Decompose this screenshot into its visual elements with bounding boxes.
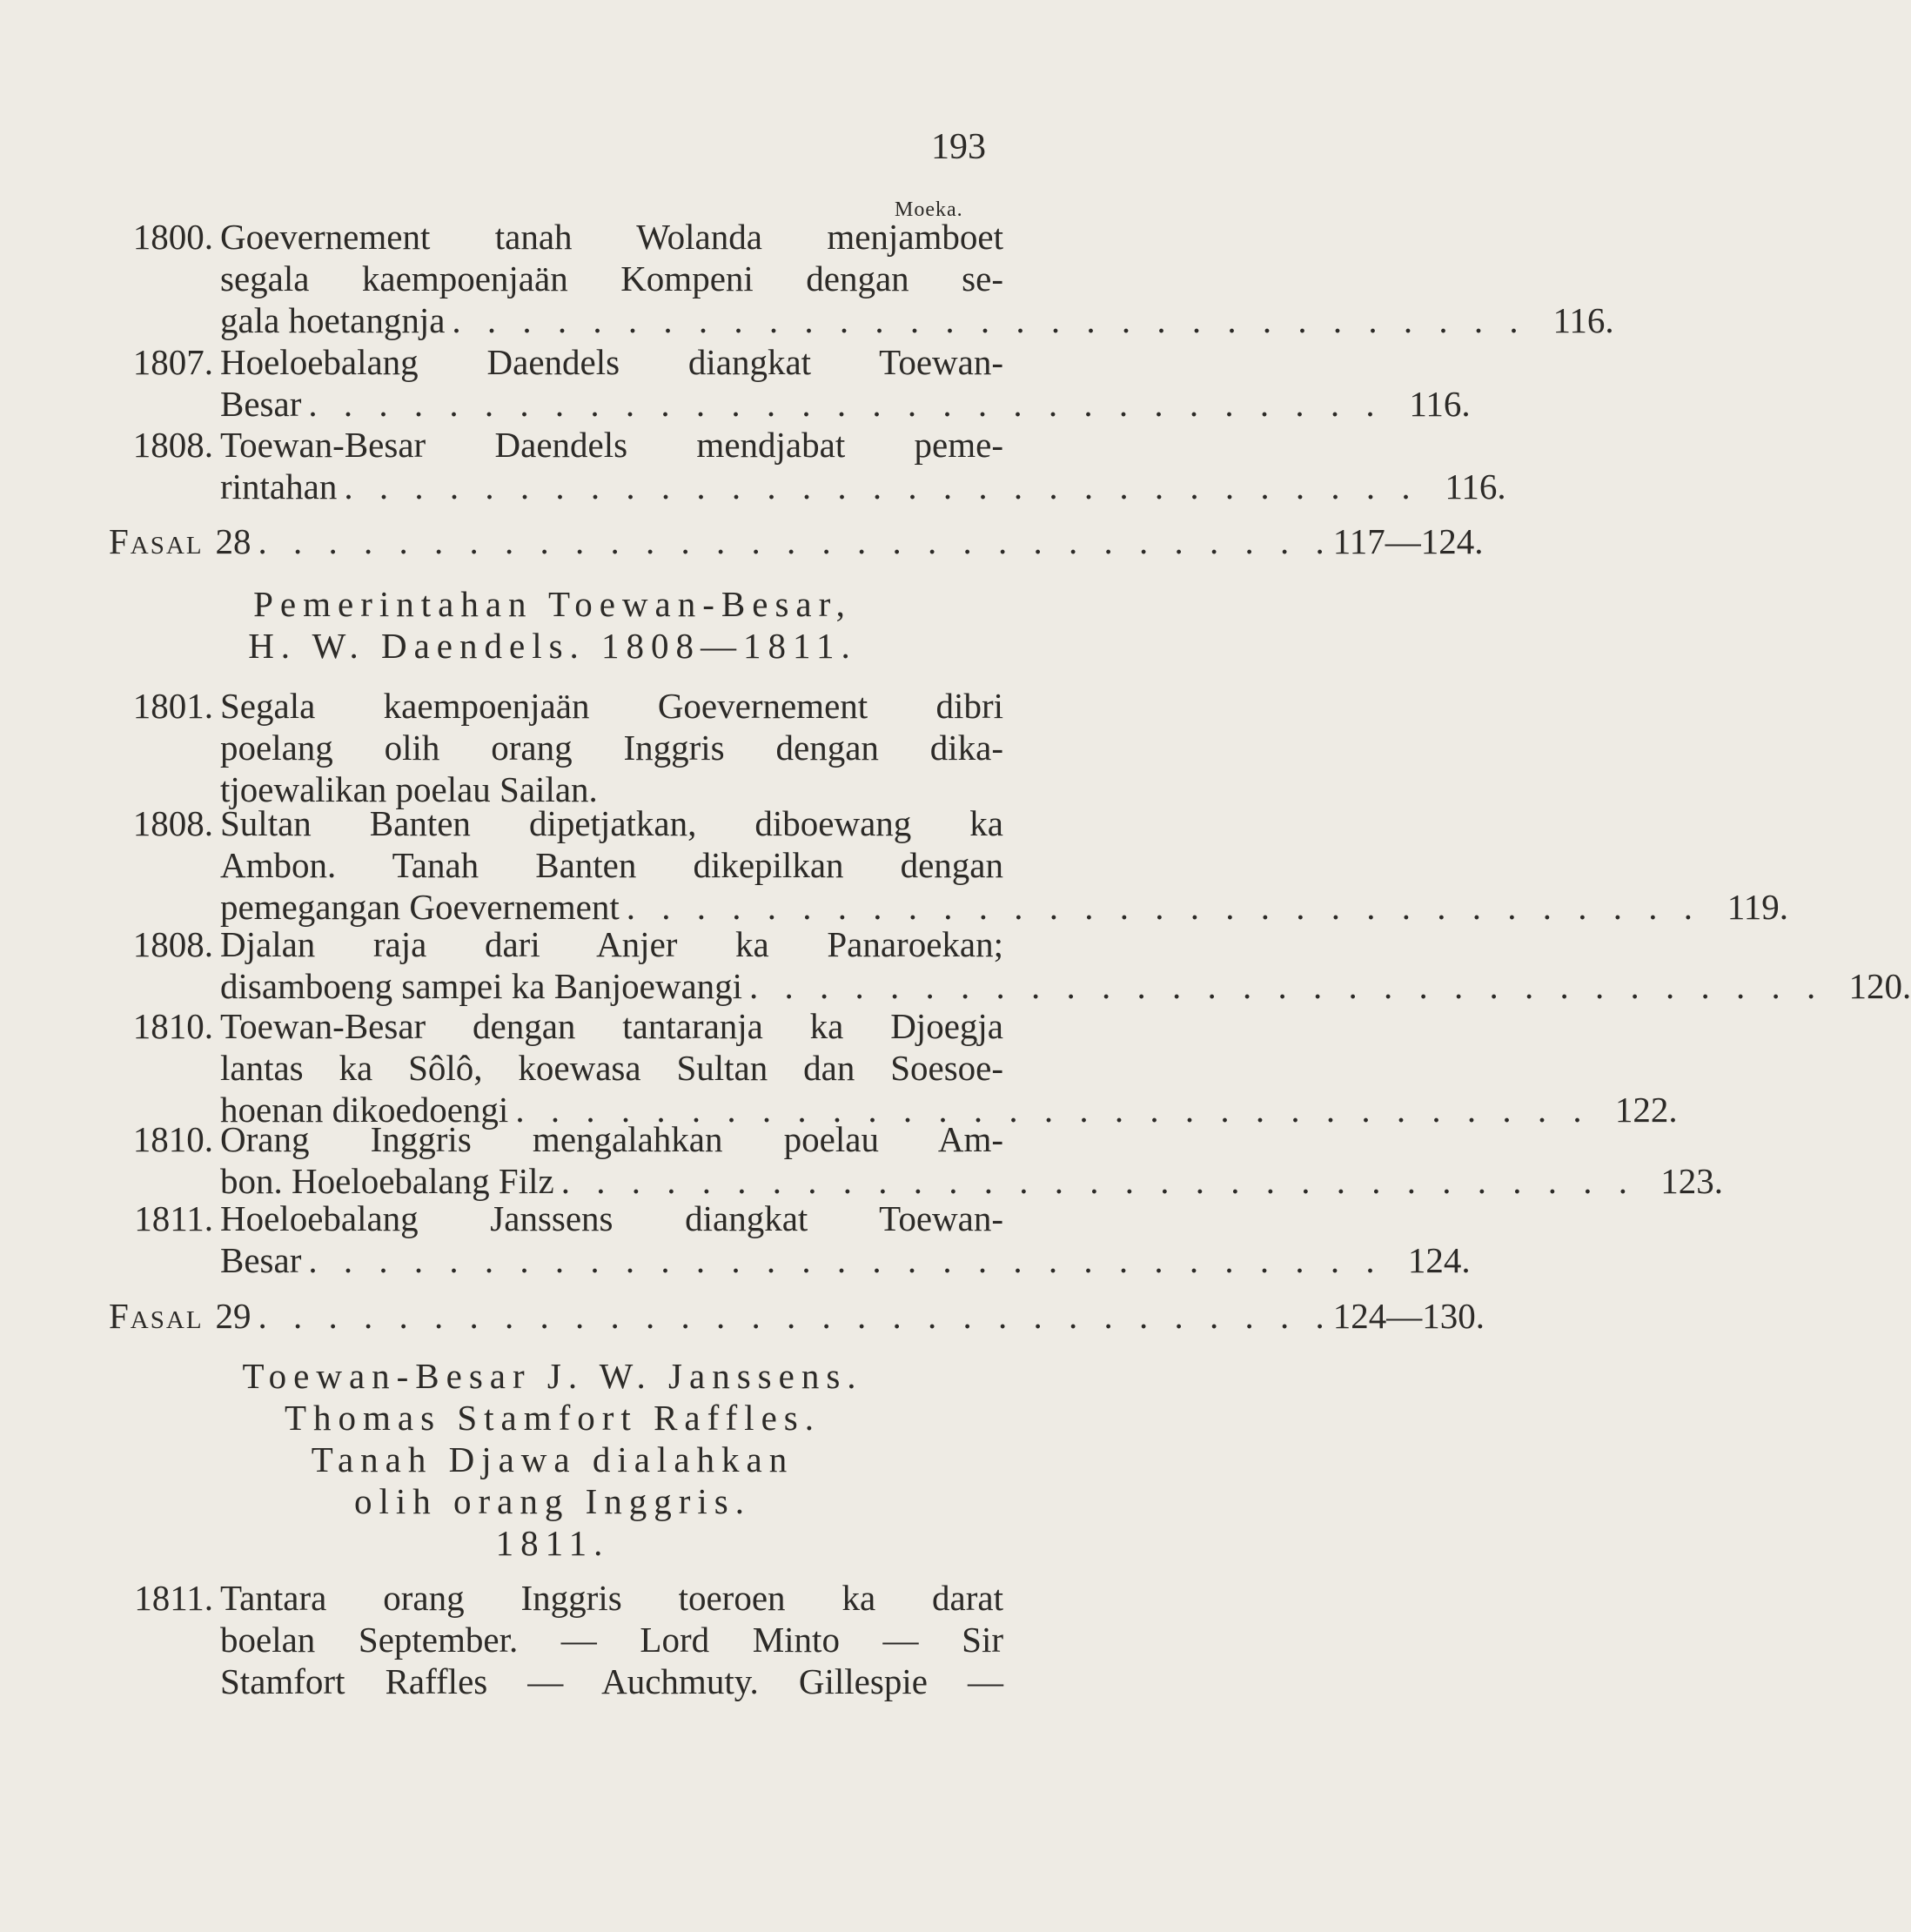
section-heading-daendels bbox=[109, 583, 996, 667]
entry-line: Besar bbox=[220, 384, 302, 424]
entry-year: 1811. bbox=[134, 1578, 213, 1618]
entry-line-leader bbox=[220, 1160, 1723, 1202]
entry-page: 122. bbox=[1614, 1090, 1678, 1130]
entry-line-leader bbox=[220, 965, 1911, 1007]
moeka-column-label: Moeka. bbox=[895, 198, 963, 221]
fasal-29 bbox=[109, 1295, 1485, 1337]
entry-year: 1810. bbox=[132, 1119, 213, 1159]
entry-line: Sultan Banten dipetjatkan, diboewang ka bbox=[220, 803, 1003, 843]
entry-year: 1807. bbox=[132, 342, 213, 382]
entry-year: 1801. bbox=[132, 686, 213, 726]
entry-line: Toewan-Besar Daendels mendjabat peme- bbox=[220, 425, 1003, 465]
entry-page: 123. bbox=[1660, 1161, 1723, 1201]
heading-line: 1811. bbox=[495, 1523, 610, 1563]
entry-line: Orang Inggris mengalahkan poelau Am- bbox=[220, 1119, 1003, 1159]
fasal-page-range: 124—130. bbox=[1332, 1296, 1485, 1336]
fasal-number: 29 bbox=[215, 1296, 251, 1336]
section-heading-janssens-raffles bbox=[109, 1355, 996, 1564]
entry-year: 1800. bbox=[132, 217, 213, 257]
entry-page: 124. bbox=[1407, 1240, 1471, 1280]
entry-line: poelang olih orang Inggris dengan dika- bbox=[220, 728, 1003, 768]
entry-line: Hoeloebalang Janssens diangkat Toewan- bbox=[220, 1198, 1003, 1238]
entry-page: 116. bbox=[1445, 466, 1506, 506]
heading-line: Tanah Djawa dialahkan bbox=[311, 1439, 795, 1479]
entry-line: Tantara orang Inggris toeroen ka darat bbox=[220, 1578, 1003, 1618]
leader-dots: . . . . . . . . . . . . . . . . . . . . . . . . . . . . . . . bbox=[560, 1161, 1636, 1201]
entry-line-leader bbox=[220, 299, 1614, 341]
entry-line: gala hoetangnja bbox=[220, 300, 446, 340]
heading-line: H. W. Daendels. 1808—1811. bbox=[248, 626, 857, 666]
entry-year: 1810. bbox=[132, 1006, 213, 1046]
leader-dots: . . . . . . . . . . . . . . . . . . . . . . . . . . . . . . . bbox=[749, 966, 1825, 1006]
leader-dots: . . . . . . . . . . . . . . . . . . . . . . . . . . . . . . . bbox=[308, 384, 1384, 424]
entry-year: 1808. bbox=[132, 803, 213, 843]
entry-line: Toewan-Besar dengan tantaranja ka Djoegja bbox=[220, 1006, 1003, 1046]
page-number: 193 bbox=[931, 127, 986, 167]
entry-line: segala kaempoenjaän Kompeni dengan se- bbox=[220, 258, 1003, 299]
entry-line-leader bbox=[220, 466, 1506, 507]
entry-line-leader bbox=[220, 383, 1471, 425]
entry-line-leader bbox=[220, 886, 1789, 928]
entry-line: Besar bbox=[220, 1240, 302, 1280]
heading-line: Pemerintahan Toewan-Besar, bbox=[253, 584, 852, 624]
entry-line: pemegangan Goevernement bbox=[220, 887, 620, 927]
heading-line: Thomas Stamfort Raffles. bbox=[285, 1398, 821, 1438]
entry-page: 116. bbox=[1409, 384, 1471, 424]
entry-line: Ambon. Tanah Banten dikepilkan dengan bbox=[220, 845, 1003, 885]
heading-line: Toewan-Besar J. W. Janssens. bbox=[242, 1356, 863, 1396]
entry-line: disamboeng sampei ka Banjoewangi bbox=[220, 966, 743, 1006]
leader-dots: . . . . . . . . . . . . . . . . . . . . . . . . . . . . . . . bbox=[308, 1240, 1384, 1280]
entry-page: 120. bbox=[1848, 966, 1911, 1006]
entry-line: hoenan dikoedoengi bbox=[220, 1090, 509, 1130]
leader-dots: . . . . . . . . . . . . . . . . . . . . . . . . . . . . . . . bbox=[452, 300, 1527, 340]
fasal-label: Fasal bbox=[109, 1296, 204, 1336]
leader-dots: . . . . . . . . . . . . . . . . . . . . . . . . . . . . . . . bbox=[626, 887, 1702, 927]
entry-line: Stamfort Raffles — Auchmuty. Gillespie — bbox=[220, 1661, 1003, 1701]
entry-line: rintahan bbox=[220, 466, 338, 506]
entry-page: 119. bbox=[1727, 887, 1789, 927]
fasal-number: 28 bbox=[215, 521, 251, 561]
leader-dots: . . . . . . . . . . . . . . . . . . . . . . . . . . . . . . . bbox=[258, 521, 1333, 561]
fasal-page-range: 117—124. bbox=[1332, 521, 1484, 561]
leader-dots: . . . . . . . . . . . . . . . . . . . . . . . . . . . . . . . bbox=[515, 1090, 1591, 1130]
entry-line: Segala kaempoenjaän Goevernement dibri bbox=[220, 686, 1003, 726]
entry-year: 1811. bbox=[134, 1198, 213, 1238]
entry-year: 1808. bbox=[132, 425, 213, 465]
entry-line: Goevernement tanah Wolanda menjamboet bbox=[220, 217, 1003, 257]
fasal-28 bbox=[109, 520, 1484, 562]
entry-line: Hoeloebalang Daendels diangkat Toewan- bbox=[220, 342, 1003, 382]
heading-line: olih orang Inggris. bbox=[353, 1481, 752, 1521]
entry-page: 116. bbox=[1552, 300, 1614, 340]
entry-line: tjoewalikan poelau Sailan. bbox=[220, 769, 598, 809]
entry-line-leader bbox=[220, 1239, 1471, 1281]
entry-line: Djalan raja dari Anjer ka Panaroekan; bbox=[220, 924, 1003, 964]
entry-line: lantas ka Sôlô, koewasa Sultan dan Soesoe- bbox=[220, 1048, 1003, 1088]
fasal-label: Fasal bbox=[109, 521, 204, 561]
leader-dots: . . . . . . . . . . . . . . . . . . . . . . . . . . . . . . . bbox=[258, 1296, 1333, 1336]
entry-line: bon. Hoeloebalang Filz bbox=[220, 1161, 554, 1201]
entry-line: boelan September. — Lord Minto — Sir bbox=[220, 1620, 1003, 1660]
leader-dots: . . . . . . . . . . . . . . . . . . . . . . . . . . . . . . . bbox=[344, 466, 1419, 506]
entry-year: 1808. bbox=[132, 924, 213, 964]
